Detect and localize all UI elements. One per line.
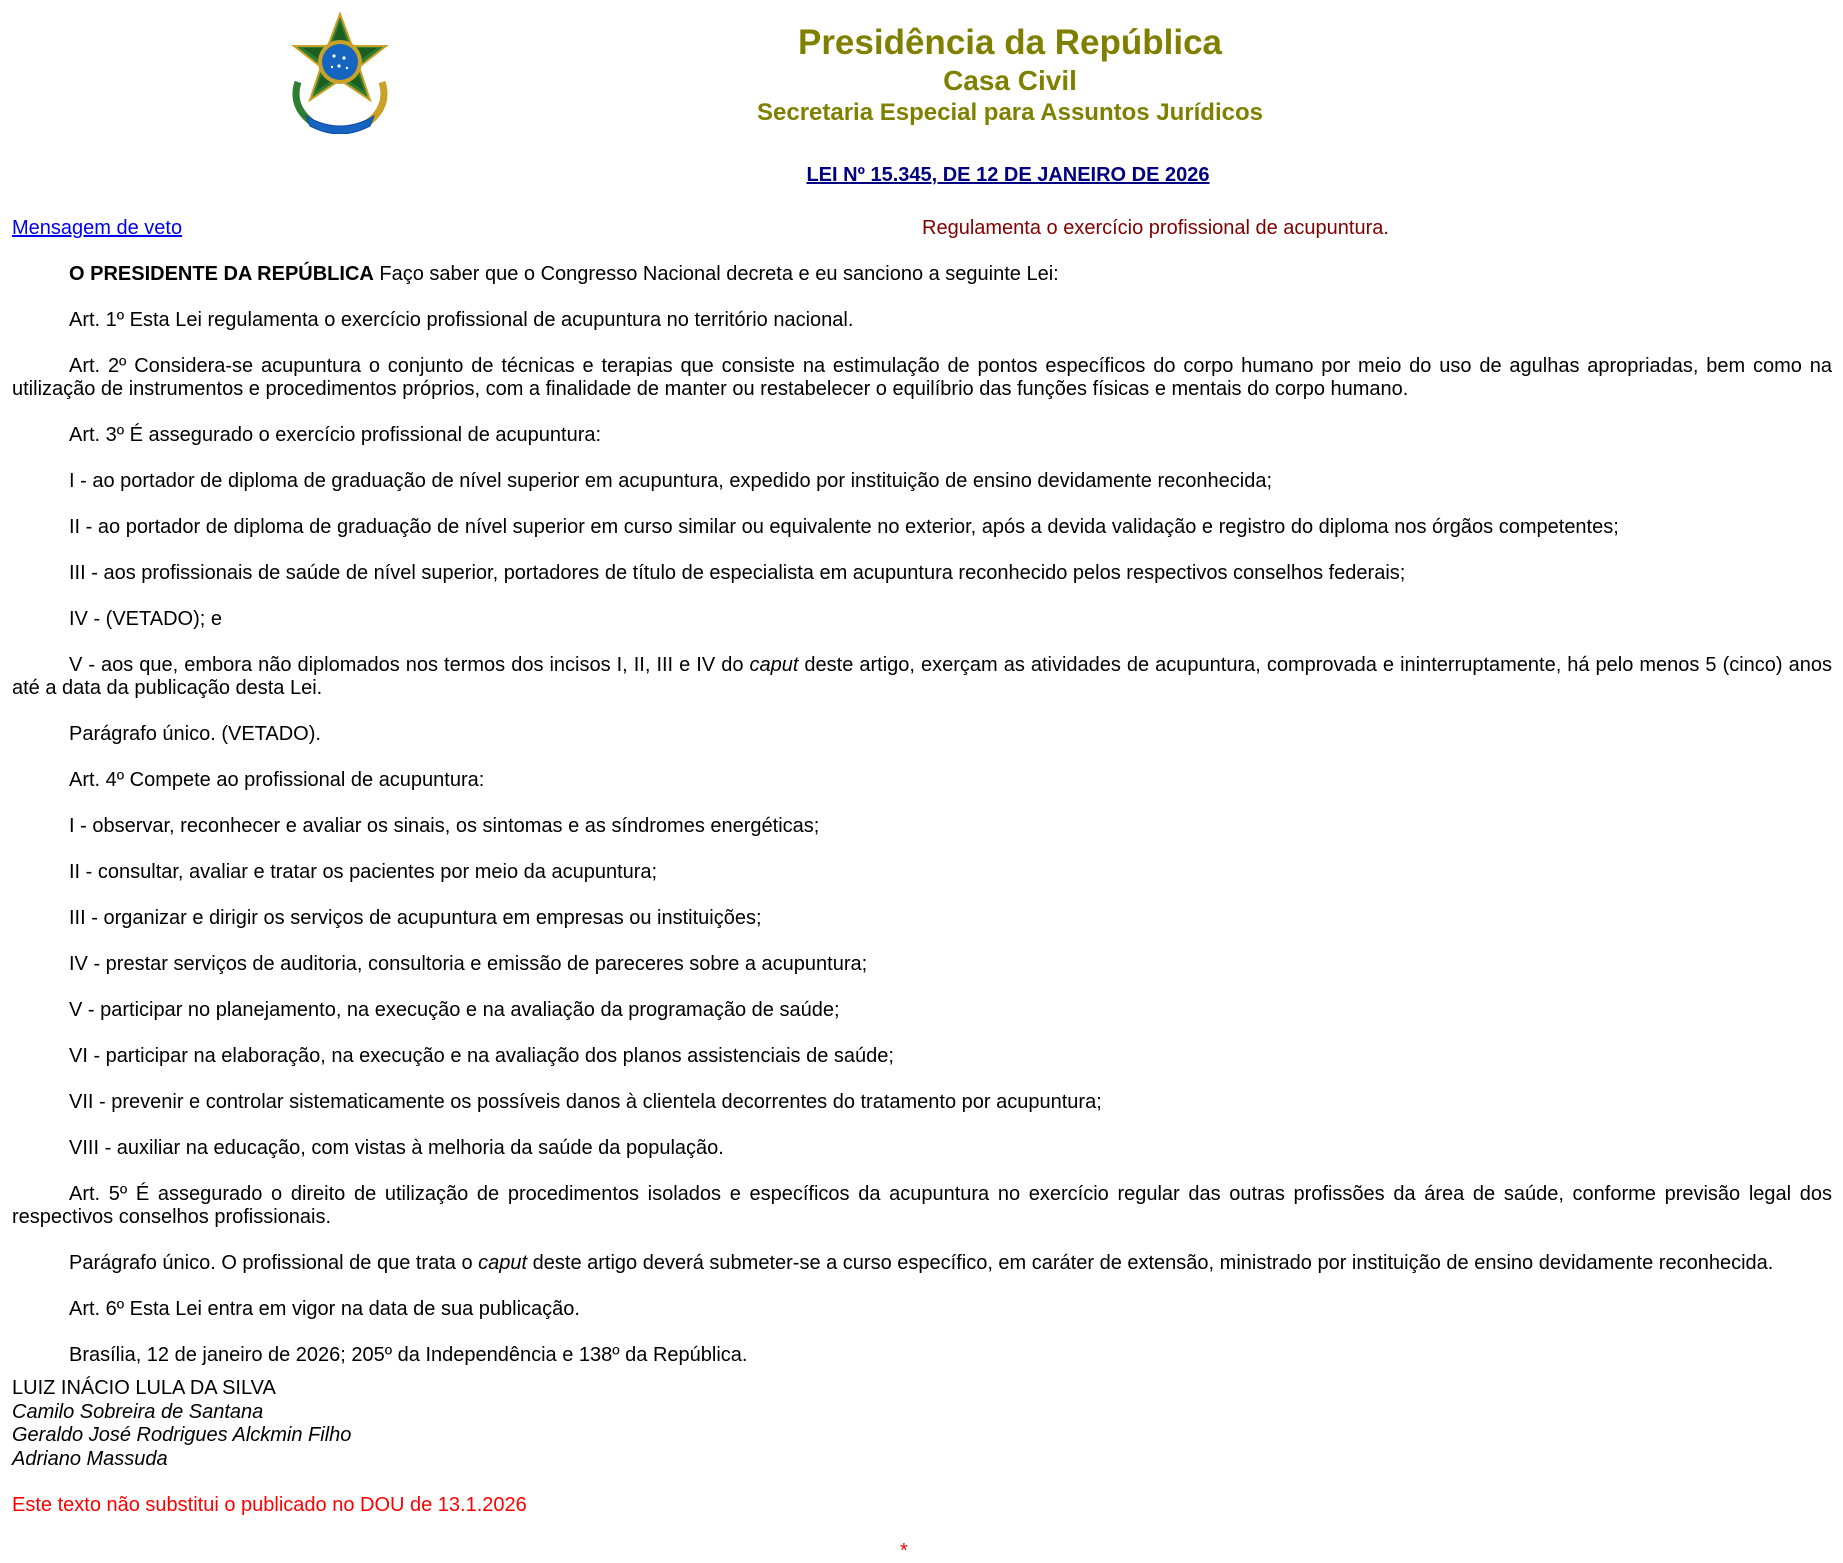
article-5-paragrafo-unico [12, 1252, 1832, 1275]
footer-asterisk: * [900, 1540, 908, 1562]
article-1: Art. 1º Esta Lei regulamenta o exercício profissional de acupuntura no território nacional. [69, 309, 854, 331]
preamble-bold: O PRESIDENTE DA REPÚBLICA [69, 263, 374, 285]
header-secretaria: Secretaria Especial para Assuntos Jurídicos [756, 99, 1263, 126]
header-presidency: Presidência da República [797, 23, 1223, 62]
coat-of-arms-icon [284, 12, 396, 134]
signature-minister: Camilo Sobreira de Santana [12, 1400, 264, 1423]
signature-president: LUIZ INÁCIO LULA DA SILVA [12, 1377, 276, 1399]
law-title-link[interactable]: LEI Nº 15.345, DE 12 DE JANEIRO DE 2026 [806, 164, 1210, 186]
law-body [12, 263, 1832, 1367]
article-3-inciso-i: I - ao portador de diploma de graduação de nível superior em acupuntura, expedido por instituição de ensino devidamente reconhecida; [69, 470, 1272, 492]
article-6: Art. 6º Esta Lei entra em vigor na data de sua publicação. [69, 1298, 580, 1320]
article-3-paragrafo-unico: Parágrafo único. (VETADO). [69, 723, 321, 745]
veto-message-link[interactable]: Mensagem de veto [12, 217, 183, 239]
article-5-paragrafo-text-a: Parágrafo único. O profissional de que trata o [69, 1252, 479, 1274]
preamble-text: Faço saber que o Congresso Nacional decreta e eu sanciono a seguinte Lei: [373, 263, 1059, 285]
article-4-inciso-vii: VII - prevenir e controlar sistematicamente os possíveis danos à clientela decorrentes do tratamento por acupuntura; [69, 1091, 1102, 1113]
article-3-inciso-iii: III - aos profissionais de saúde de nível superior, portadores de título de especialista em acupuntura reconhecido pelos respectivos conselhos federais; [69, 562, 1406, 584]
article-3: Art. 3º É assegurado o exercício profissional de acupuntura: [69, 424, 602, 446]
article-4-inciso-viii: VIII - auxiliar na educação, com vistas à melhoria da saúde da população. [69, 1137, 724, 1159]
article-5-paragrafo-text-b: deste artigo deverá submeter-se a curso específico, em caráter de extensão, ministrado por instituição de ensino devidamente reconhecida. [527, 1252, 1774, 1274]
article-3-inciso-ii: II - ao portador de diploma de graduação de nível superior em curso similar ou equivalente no exterior, após a devida validação e registro do diploma nos órgãos competentes; [69, 516, 1619, 538]
article-4-inciso-v: V - participar no planejamento, na execução e na avaliação da programação de saúde; [69, 999, 840, 1021]
signature-minister: Geraldo José Rodrigues Alckmin Filho [12, 1424, 352, 1446]
ementa: Regulamenta o exercício profissional de acupuntura. [922, 217, 1389, 239]
article-4-inciso-i: I - observar, reconhecer e avaliar os sinais, os sintomas e as síndromes energéticas; [69, 815, 820, 837]
article-4: Art. 4º Compete ao profissional de acupuntura: [69, 769, 485, 791]
article-3-inciso-v [12, 654, 1832, 700]
closing-date: Brasília, 12 de janeiro de 2026; 205º da Independência e 138º da República. [69, 1344, 748, 1366]
article-3-inciso-v-text-a: V - aos que, embora não diplomados nos termos dos incisos I, II, III e IV do [69, 654, 750, 676]
article-3-inciso-iv: IV - (VETADO); e [69, 608, 222, 630]
signatures [12, 1377, 351, 1471]
preamble [12, 263, 1832, 286]
signature-minister: Adriano Massuda [12, 1447, 168, 1470]
article-4-inciso-iii: III - organizar e dirigir os serviços de acupuntura em empresas ou instituições; [69, 907, 762, 929]
caput-italic: caput [478, 1252, 528, 1274]
caput-italic: caput [749, 654, 799, 676]
article-2: Art. 2º Considera-se acupuntura o conjunto de técnicas e terapias que consiste na estimulação de pontos específicos do corpo humano por meio do uso de agulhas apropriadas, bem como na utilização de instrumentos e procedimentos próprios, com a finalidade de manter ou restabelecer o equilíbrio das funções físicas e mentais do corpo humano. [12, 355, 1832, 400]
article-4-inciso-vi: VI - participar na elaboração, na execução e na avaliação dos planos assistenciais de saúde; [69, 1045, 894, 1067]
article-4-inciso-iv: IV - prestar serviços de auditoria, consultoria e emissão de pareceres sobre a acupuntura; [69, 953, 868, 975]
dou-disclaimer: Este texto não substitui o publicado no DOU de 13.1.2026 [12, 1494, 527, 1516]
header-casa-civil: Casa Civil [943, 65, 1077, 96]
article-4-inciso-ii: II - consultar, avaliar e tratar os pacientes por meio da acupuntura; [69, 861, 658, 883]
article-3-inciso-v-text-b: deste artigo, exerçam as atividades de acupuntura, comprovada e ininterruptamente, há pelo menos 5 (cinco) anos até a data da publicação desta Lei. [12, 654, 1832, 699]
article-5: Art. 5º É assegurado o direito de utilização de procedimentos isolados e específicos da acupuntura no exercício regular das outras profissões da área de saúde, conforme previsão legal dos respectivos conselhos profissionais. [12, 1183, 1832, 1228]
header-block [660, 22, 1360, 128]
